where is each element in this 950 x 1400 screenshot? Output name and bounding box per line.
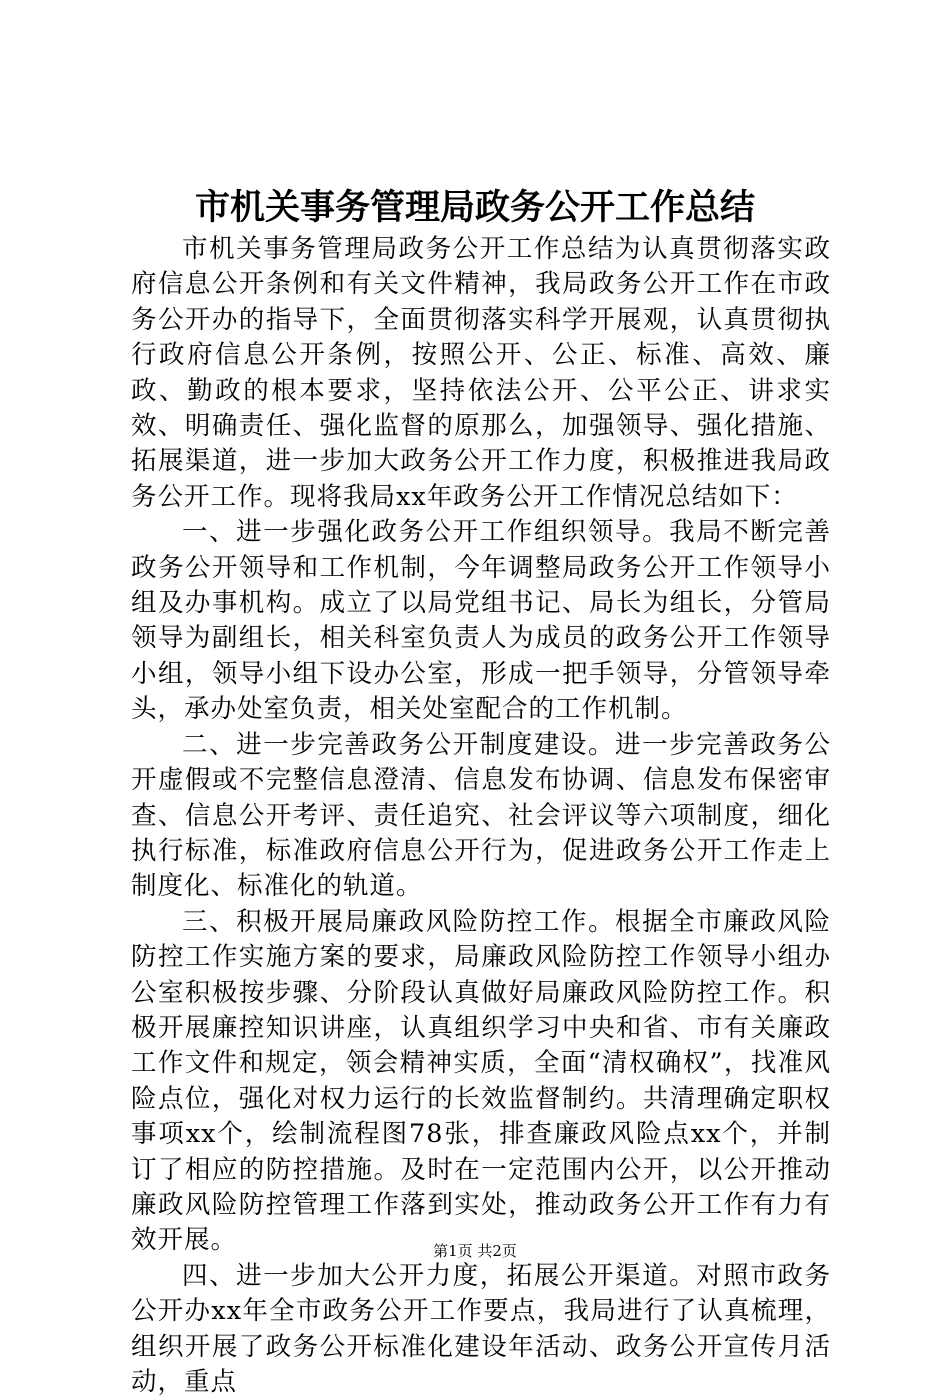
paragraph-section-1: 一、进一步强化政务公开工作组织领导。我局不断完善政务公开领导和工作机制，今年调整局政务公开工作领导小组及办事机构。成立了以局党组书记、局长为组长，分管局领导为副组长，相关科室负责人为成员的政务公开工作领导小组，领导小组下设办公室，形成一把手领导，分管领导牵头，承办处室负责，相关处室配合的工作机制。 xyxy=(131,517,831,725)
page-number-footer: 第1页 共2页 xyxy=(433,1242,517,1260)
document-title: 市机关事务管理局政务公开工作总结 xyxy=(194,187,755,228)
paragraph-section-3: 三、积极开展局廉政风险防控工作。根据全市廉政风险防控工作实施方案的要求，局廉政风险防控工作领导小组办公室积极按步骤、分阶段认真做好局廉政风险防控工作。积极开展廉控知识讲座，认真组织学习中央和省、市有关廉政工作文件和规定，领会精神实质，全面“清权确权”，找准风险点位，强化对权力运行的长效监督制约。共清理确定职权事项xx个，绘制流程图78张，排查廉政风险点xx个，并制订了相应的防控措施。及时在一定范围内公开，以公开推动廉政风险防控管理工作落到实处，推动政务公开工作有力有效开展。 xyxy=(131,906,831,1256)
paragraph-section-2: 二、进一步完善政务公开制度建设。进一步完善政务公开虚假或不完整信息澄清、信息发布协调、信息发布保密审查、信息公开考评、责任追究、社会评议等六项制度，细化执行标准，标准政府信息公开行为，促进政务公开工作走上制度化、标准化的轨道。 xyxy=(131,729,831,902)
paragraph-section-4: 四、进一步加大公开力度，拓展公开渠道。对照市政务公开办xx年全市政务公开工作要点，我局进行了认真梳理，组织开展了政务公开标准化建设年活动、政务公开宣传月活动，重点 xyxy=(131,1260,831,1397)
document-body xyxy=(131,232,831,1400)
paragraph-intro: 市机关事务管理局政务公开工作总结为认真贯彻落实政府信息公开条例和有关文件精神，我局政务公开工作在市政务公开办的指导下，全面贯彻落实科学开展观，认真贯彻执行政府信息公开条例，按照公开、公正、标准、高效、廉政、勤政的根本要求，坚持依法公开、公平公正、讲求实效、明确责任、强化监督的原那么，加强领导、强化措施、拓展渠道，进一步加大政务公开工作力度，积极推进我局政务公开工作。现将我局xx年政务公开工作情况总结如下： xyxy=(131,234,831,512)
